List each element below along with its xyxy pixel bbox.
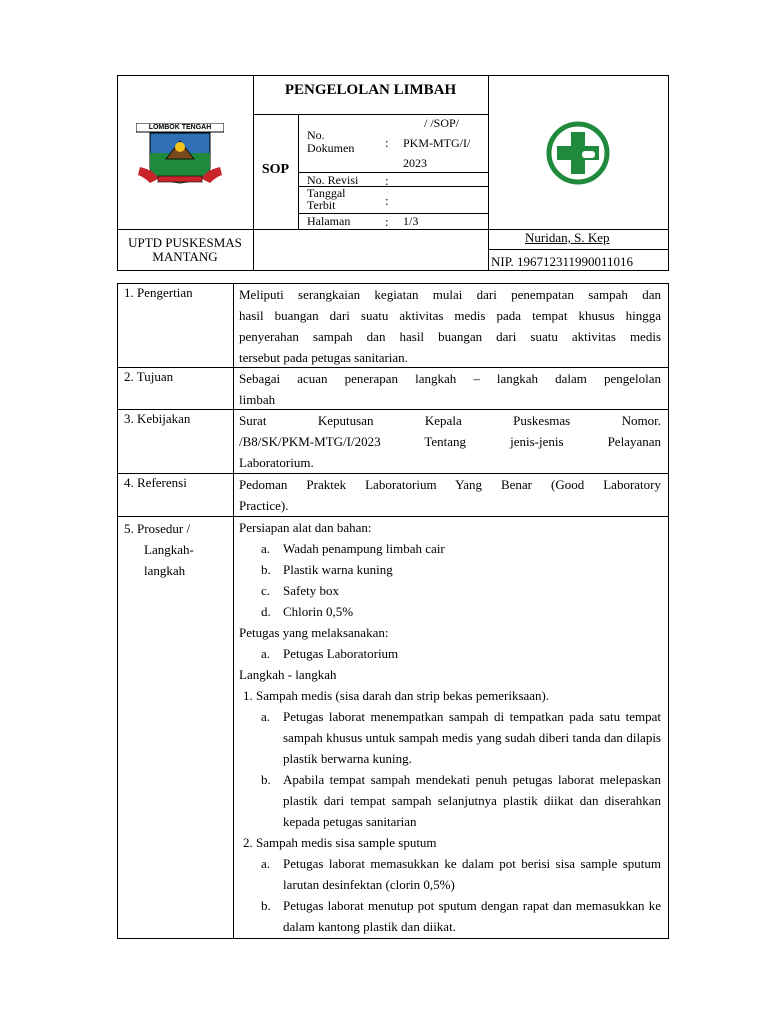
text-line: Meliputi serangkaian kegiatan mulai dari penempatan sampah dan [239,287,661,302]
list-item [261,643,661,664]
list-item [261,580,661,601]
pengertian-label: 1. Pengertian [124,285,193,300]
colon: : [385,173,389,188]
list-marker: a. [261,646,271,661]
text-line: hasil buangan dari suatu aktivitas medis pada tempat khusus hingga [239,308,661,323]
text-line: tersebut pada petugas sanitarian. [239,350,408,365]
colon: : [385,214,389,229]
puskesmas-logo [546,121,610,185]
list-text: Petugas laborat menutup pot sputum dengan rapat dan memasukkan ke dalam kantong plastik dan diikat. [283,898,661,934]
no-dokumen-value [403,113,487,173]
text-line: Surat Keputusan Kepala Puskesmas Nomor. [239,413,661,428]
list-marker: b. [261,898,271,913]
text-line: Laboratorium. [239,455,314,470]
no-dokumen-value-line3: 2023 [403,156,427,170]
list-marker: a. [261,709,271,724]
list-text: Plastik warna kuning [283,562,393,577]
prosedur-label-line2: Langkah- [144,542,194,557]
document-title: PENGELOLAN LIMBAH [284,82,457,98]
kebijakan-content [239,410,661,473]
tujuan-label: 2. Tujuan [124,369,174,384]
halaman-label: Halaman [307,214,351,228]
logo-text: LOMBOK TENGAH [148,124,212,131]
colon: : [385,135,389,150]
list-text: Chlorin 0,5% [283,604,354,619]
persiapan-list [239,538,661,622]
list-text: Safety box [283,583,339,598]
tanggal-terbit-label: Tanggal Terbit [307,186,346,212]
text-line: limbah [239,392,276,407]
list-marker: b. [261,562,271,577]
text-line: Pedoman Praktek Laboratorium Yang Benar (Good Laboratory [239,477,661,492]
list-item [261,538,661,559]
institution-name [117,236,253,264]
colon: : [385,193,389,208]
petugas-list [239,643,661,664]
referensi-content [239,474,661,516]
signer-name: Nuridan, S. Kep [525,230,610,245]
text-line: Sebagai acuan penerapan langkah – langkah dalam pengelolan [239,371,661,386]
lombok-tengah-logo [136,123,224,187]
list-item [261,706,661,769]
text-line: /B8/SK/PKM-MTG/I/2023 Tentang jenis-jenis Pelayanan [239,434,661,449]
content-table [117,283,669,939]
list-text: Apabila tempat sampah mendekati penuh petugas laborat melepaskan plastik dari tempat sampah selanjutnya plastik diikat dan diserahkan kepada petugas sanitarian [283,772,661,829]
list-item [261,769,661,832]
no-revisi-label: No. Revisi [307,173,359,187]
list-text: Petugas laborat menempatkan sampah di tempatkan pada satu tempat sampah khusus untuk sampah medis yang sudah diberi tanda dan dilapis plastik berwarna kuning. [283,709,661,766]
petugas-title: Petugas yang melaksanakan: [239,625,389,640]
list-marker: d. [261,604,271,619]
list-marker: a. [261,541,271,556]
prosedur-label [124,518,194,581]
list-text: Wadah penampung limbah cair [283,541,445,556]
list-text: Petugas Laboratorium [283,646,399,661]
persiapan-title: Persiapan alat dan bahan: [239,520,372,535]
step-2-list [239,853,661,937]
kebijakan-label: 3. Kebijakan [124,411,191,426]
prosedur-label-line3: langkah [144,563,186,578]
signer-nip: NIP. 196712311990011016 [491,254,634,269]
list-item [261,559,661,580]
step-1-list [239,706,661,832]
sop-label: SOP [261,162,290,177]
institution-line1: UPTD PUSKESMAS [128,235,242,250]
list-marker: a. [261,856,271,871]
list-marker: b. [261,772,271,787]
no-dokumen-value-line1: / /SOP/ [424,116,460,130]
step-2: 2. Sampah medis sisa sample sputum [243,835,437,850]
institution-line2: MANTANG [152,249,218,264]
text-line: Practice). [239,498,289,513]
referensi-label: 4. Referensi [124,475,187,490]
pengertian-content [239,284,661,368]
prosedur-content [239,517,661,937]
step-1: 1. Sampah medis (sisa darah dan strip bekas pemeriksaan). [243,688,550,703]
list-item [261,895,661,937]
list-marker: c. [261,583,271,598]
prosedur-label-line1: 5. Prosedur / [124,521,191,536]
list-text: Petugas laborat memasukkan ke dalam pot berisi sisa sample sputum larutan desinfektan (clorin 0,5%) [283,856,661,892]
no-dokumen-value-line2: PKM-MTG/I/ [403,136,471,150]
list-item [261,853,661,895]
halaman-value: 1/3 [403,214,419,228]
text-line: penyerahan sampah dan hasil buangan dari suatu aktivitas medis [239,329,661,344]
langkah-title: Langkah - langkah [239,667,337,682]
no-dokumen-label: No. Dokumen [307,128,355,155]
list-item [261,601,661,622]
tujuan-content [239,368,661,410]
